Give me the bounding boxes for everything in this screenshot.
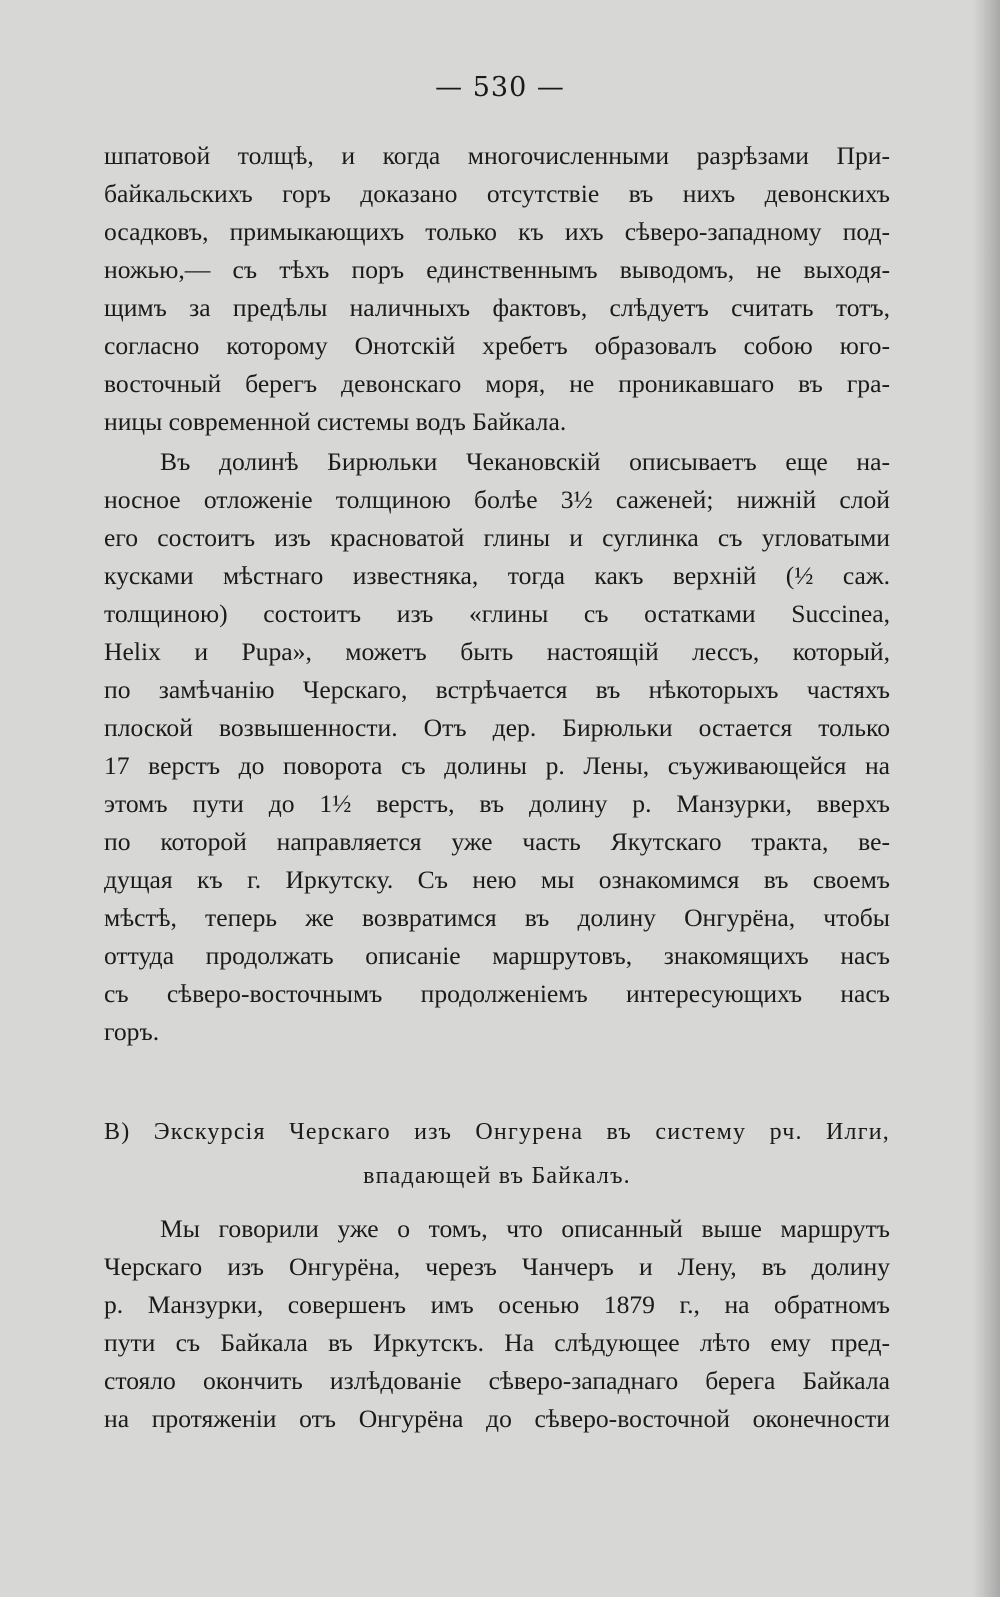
text-line: байкальскихъ горъ доказано отсутствіе въ нихъ девонскихъ	[104, 179, 890, 208]
text-line: шпатовой толщѣ, и когда многочисленными разрѣзами При-	[104, 141, 890, 170]
text-line: этомъ пути до 1½ верстъ, въ долину р. Манзурки, вверхъ	[104, 789, 890, 818]
page-edge-shadow	[972, 0, 1000, 1597]
text-line: по замѣчанію Черскаго, встрѣчается въ нѣкоторыхъ частяхъ	[104, 675, 890, 704]
section-heading-line-2: впадающей въ Байкалъ.	[363, 1163, 631, 1189]
text-line: восточный берегъ девонскаго моря, не проникавшаго въ гра-	[104, 369, 890, 398]
paragraph-1	[104, 137, 890, 441]
text-line: согласно которому Онотскій хребетъ образовалъ собою юго-	[104, 331, 890, 360]
text-line: 17 верстъ до поворота съ долины р. Лены, съуживающейся на	[104, 751, 890, 780]
text-line: съ сѣверо-восточнымъ продолженіемъ интересующихъ насъ	[104, 979, 890, 1008]
text-line: толщиною) состоитъ изъ «глины съ остатками Succinea,	[104, 599, 890, 628]
text-line: осадковъ, примыкающихъ только къ ихъ сѣверо-западному под-	[104, 217, 890, 246]
text-line: горъ.	[104, 1017, 160, 1046]
text-line: Мы говорили уже о томъ, что описанный выше маршрутъ	[160, 1214, 890, 1243]
section-heading	[104, 1112, 890, 1196]
text-line: его состоитъ изъ красноватой глины и суглинка съ угловатыми	[104, 523, 890, 552]
paragraph-2	[104, 443, 890, 1051]
paragraph-3	[104, 1210, 890, 1438]
section-heading-line-1: В) Экскурсія Черскаго изъ Онгурена въ систему рч. Илги,	[104, 1119, 890, 1145]
text-line: оттуда продолжать описаніе маршрутовъ, знакомящихъ насъ	[104, 941, 890, 970]
text-line: ножью,— съ тѣхъ поръ единственнымъ выводомъ, не выходя-	[104, 255, 890, 284]
text-line: Въ долинѣ Бирюльки Чекановскій описываетъ еще на-	[160, 447, 890, 476]
text-line: ницы современной системы водъ Байкала.	[104, 407, 567, 436]
text-line: Черскаго изъ Онгурёна, черезъ Чанчеръ и Лену, въ долину	[104, 1252, 890, 1281]
text-line: стояло окончить излѣдованіе сѣверо-западнаго берега Байкала	[104, 1366, 890, 1395]
page-number: — 530 —	[435, 72, 565, 103]
text-line: пути съ Байкала въ Иркутскъ. На слѣдующее лѣто ему пред-	[104, 1328, 890, 1357]
text-line: плоской возвышенности. Отъ дер. Бирюльки остается только	[104, 713, 890, 742]
text-line: носное отложеніе толщиною болѣе 3½ саженей; нижній слой	[104, 485, 890, 514]
text-line: мѣстѣ, теперь же возвратимся въ долину Онгурёна, чтобы	[104, 903, 890, 932]
text-line: щимъ за предѣлы наличныхъ фактовъ, слѣдуетъ считать тотъ,	[104, 293, 890, 322]
text-line: дущая къ г. Иркутску. Съ нею мы ознакомимся въ своемъ	[104, 865, 890, 894]
text-line: кусками мѣстнаго известняка, тогда какъ верхній (½ саж.	[104, 561, 890, 590]
text-line: р. Манзурки, совершенъ имъ осенью 1879 г., на обратномъ	[104, 1290, 890, 1319]
text-line: по которой направляется уже часть Якутскаго тракта, ве-	[104, 827, 890, 856]
text-line: на протяженіи отъ Онгурёна до сѣверо-восточной оконечности	[104, 1404, 890, 1433]
text-line: Helix и Pupa», можетъ быть настоящій лессъ, который,	[104, 637, 890, 666]
